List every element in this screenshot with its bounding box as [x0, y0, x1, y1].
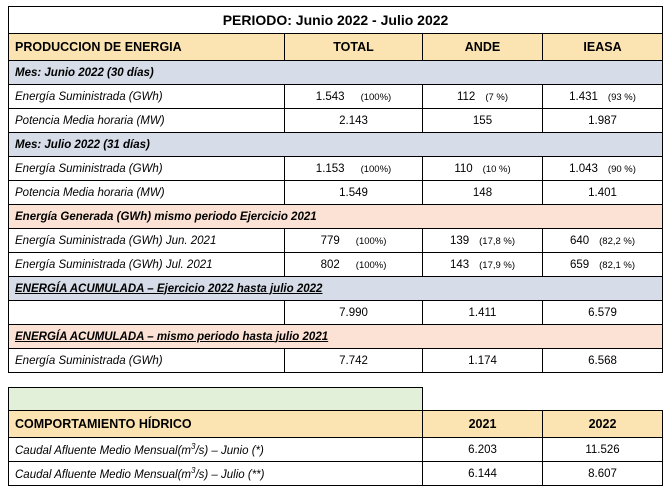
value-ieasa: 640: [569, 234, 590, 247]
flow-label-pre: Caudal Afluente Medio Mensual(m: [15, 468, 191, 481]
value-total: 779: [320, 234, 340, 247]
energy-production-table: [8, 6, 663, 373]
table-gap: [8, 373, 662, 387]
value-2022: 8.607: [588, 467, 617, 480]
section-header-row: Energía Generada (GWh) mismo periodo Ejercicio 2021: [9, 205, 663, 229]
pct-ande: (10 %): [482, 163, 511, 175]
value-ieasa: 1.987: [588, 114, 617, 127]
header-production: PRODUCCION DE ENERGIA: [9, 34, 285, 61]
pct-ieasa: (82,1 %): [599, 259, 636, 271]
section-header-row: ENERGÍA ACUMULADA – mismo periodo hasta julio 2021: [9, 325, 663, 349]
period-title-row: [9, 7, 663, 34]
flow-label-sup: 3: [191, 442, 196, 452]
header-2022: 2022: [543, 411, 663, 438]
flow-label-post: /s) – Junio (*): [195, 444, 264, 457]
table-row: Potencia Media horaria (MW) 1.549 148 1.401: [9, 181, 663, 205]
table1-header-row: [9, 34, 663, 61]
table2-header-row: [9, 411, 663, 438]
header-total: TOTAL: [285, 34, 423, 61]
pct-total: (100%): [360, 91, 392, 103]
pct-ieasa: (93 %): [607, 91, 636, 103]
pct-ande: (7 %): [485, 91, 509, 103]
value-ieasa: 1.401: [588, 186, 617, 199]
value-ande: 110: [454, 162, 473, 175]
table-row: Energía Suministrada (GWh) Jul. 2021 802 (100%) 143 (17,9 %) 659 (82,1 %): [9, 253, 663, 277]
hydric-behavior-table: [8, 387, 663, 486]
blank-cell: [423, 388, 543, 411]
table-row: Potencia Media horaria (MW) 2.143 155 1.987: [9, 109, 663, 133]
value-total: 2.143: [339, 114, 368, 127]
pct-ande: (17,9 %): [479, 259, 516, 271]
header-hydric: COMPORTAMIENTO HÍDRICO: [9, 411, 423, 438]
table-row: Energía Suministrada (GWh) Jun. 2021 779 (100%) 139 (17,8 %) 640 (82,2 %): [9, 229, 663, 253]
pct-ieasa: (82,2 %): [599, 235, 636, 247]
flow-label-pre: Caudal Afluente Medio Mensual(m: [15, 444, 191, 457]
value-ande: 148: [472, 186, 493, 199]
value-total: 7.990: [339, 306, 368, 319]
green-divider-row: [9, 388, 663, 411]
green-band: [9, 388, 423, 411]
value-ande: 1.411: [468, 306, 497, 319]
value-total: 7.742: [339, 354, 368, 367]
value-2021: 6.144: [468, 467, 497, 480]
header-ande: ANDE: [423, 34, 543, 61]
table-row: [9, 301, 663, 325]
value-ieasa: 659: [569, 258, 590, 271]
value-ieasa: 6.579: [588, 306, 617, 319]
table-row: Energía Suministrada (GWh) 1.543 (100%) 112 (7 %) 1.431 (93 %): [9, 85, 663, 109]
value-ande: 1.174: [468, 354, 497, 367]
value-ieasa: 6.568: [588, 354, 617, 367]
period-title: PERIODO: Junio 2022 - Julio 2022: [9, 7, 663, 34]
value-ande: 155: [472, 114, 493, 127]
pct-total: (100%): [355, 259, 387, 271]
value-ande: 139: [449, 234, 470, 247]
value-ieasa: 1.431: [569, 90, 598, 103]
header-ieasa: IEASA: [543, 34, 663, 61]
value-total: 802: [320, 258, 340, 271]
value-total: 1.543: [315, 90, 345, 103]
table-row: Energía Suministrada (GWh) 7.742 1.174 6.568: [9, 349, 663, 373]
value-2022: 11.526: [585, 443, 620, 456]
pct-total: (100%): [355, 235, 387, 247]
flow-label-post: /s) – Julio (**): [195, 468, 265, 481]
value-ieasa: 1.043: [569, 162, 598, 175]
section-header-row: ENERGÍA ACUMULADA – Ejercicio 2022 hasta julio 2022: [9, 277, 663, 301]
value-total: 1.153: [315, 162, 345, 175]
pct-ande: (17,8 %): [479, 235, 516, 247]
pct-total: (100%): [360, 163, 392, 175]
table-row: [9, 462, 663, 486]
value-ande: 112: [456, 90, 476, 103]
pct-ieasa: (90 %): [607, 163, 636, 175]
value-ande: 143: [449, 258, 470, 271]
value-total: 1.549: [339, 186, 368, 199]
section-header-row: Mes: Julio 2022 (31 días): [9, 133, 663, 157]
blank-cell: [543, 388, 663, 411]
header-2021: 2021: [423, 411, 543, 438]
value-2021: 6.203: [468, 443, 497, 456]
flow-label-sup: 3: [191, 466, 196, 476]
table-row: Energía Suministrada (GWh) 1.153 (100%) 110 (10 %) 1.043 (90 %): [9, 157, 663, 181]
section-header-row: Mes: Junio 2022 (30 días): [9, 61, 663, 85]
table-row: [9, 438, 663, 462]
